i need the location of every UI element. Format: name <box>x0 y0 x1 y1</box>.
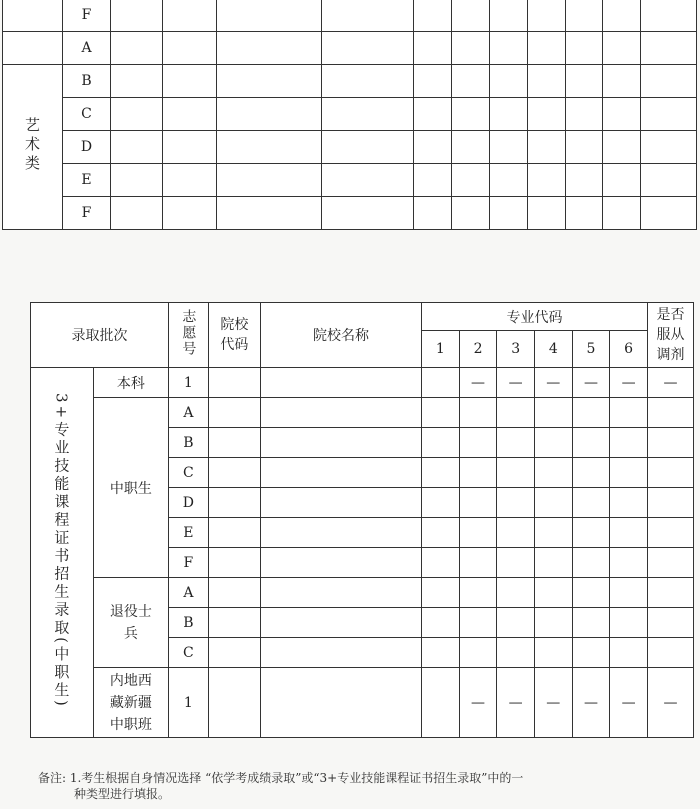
row-label: E <box>169 518 209 548</box>
footnote-line-2: 种类型进行填报。 <box>74 787 171 801</box>
dash-cell: — <box>497 368 535 398</box>
row-label: C <box>169 638 209 668</box>
group-undergrad-label: 本科 <box>93 368 168 398</box>
row-label: F <box>169 548 209 578</box>
group-veterans-label: 退役士兵 <box>109 603 152 642</box>
dash-cell: — <box>497 668 535 738</box>
table-row <box>3 65 697 98</box>
group-xizang-label: 内地西藏新疆中职班 <box>109 672 152 733</box>
major-col-4: 4 <box>534 331 572 368</box>
dash-cell: — <box>572 368 610 398</box>
major-col-1: 1 <box>422 331 460 368</box>
header-row <box>31 303 694 331</box>
table-row <box>31 668 694 738</box>
header-choice-no: 志愿号 <box>180 309 197 357</box>
row-label: A <box>63 32 111 65</box>
table-row <box>3 0 697 32</box>
dash-cell: — <box>459 668 497 738</box>
group-secondary-label: 中职生 <box>93 398 168 578</box>
footnote <box>38 770 678 802</box>
table-row <box>31 578 694 608</box>
footnote-line-1: 备注: 1.考生根据自身情况选择 “依学考成绩录取”或“3+专业技能课程证书招生录取”中的一 <box>38 771 524 785</box>
table-row <box>3 131 697 164</box>
side-label: 3+专业技能课程证书招生录取(中职生) <box>52 392 71 709</box>
row-label: B <box>169 428 209 458</box>
row-label: A <box>169 398 209 428</box>
dash-cell: — <box>459 368 497 398</box>
header-obey: 是否服从调剂 <box>656 307 685 363</box>
table-row <box>31 398 694 428</box>
row-label: A <box>169 578 209 608</box>
row-label: F <box>63 197 111 230</box>
dash-cell: — <box>534 368 572 398</box>
row-label: B <box>169 608 209 638</box>
row-label: B <box>63 65 111 98</box>
header-batch: 录取批次 <box>31 303 169 368</box>
row-label: D <box>169 488 209 518</box>
table-row <box>3 197 697 230</box>
table-row <box>3 164 697 197</box>
art-category-label: 艺术类 <box>23 116 41 174</box>
main-form-table <box>30 302 694 738</box>
row-label: D <box>63 131 111 164</box>
dash-cell: — <box>647 368 693 398</box>
row-label: 1 <box>169 368 209 398</box>
major-col-6: 6 <box>610 331 648 368</box>
major-col-3: 3 <box>497 331 535 368</box>
table-row <box>3 98 697 131</box>
row-label: C <box>63 98 111 131</box>
table-row <box>3 32 697 65</box>
table-row <box>31 368 694 398</box>
row-label: 1 <box>169 668 209 738</box>
row-label: E <box>63 164 111 197</box>
row-label: C <box>169 458 209 488</box>
major-col-5: 5 <box>572 331 610 368</box>
major-col-2: 2 <box>459 331 497 368</box>
dash-cell: — <box>572 668 610 738</box>
dash-cell: — <box>610 368 648 398</box>
row-label: F <box>63 0 111 32</box>
header-school-code: 院校代码 <box>220 317 249 353</box>
header-major-code: 专业代码 <box>422 303 648 331</box>
header-school-name: 院校名称 <box>261 303 422 368</box>
dash-cell: — <box>647 668 693 738</box>
top-form-table <box>2 0 697 230</box>
dash-cell: — <box>534 668 572 738</box>
dash-cell: — <box>610 668 648 738</box>
